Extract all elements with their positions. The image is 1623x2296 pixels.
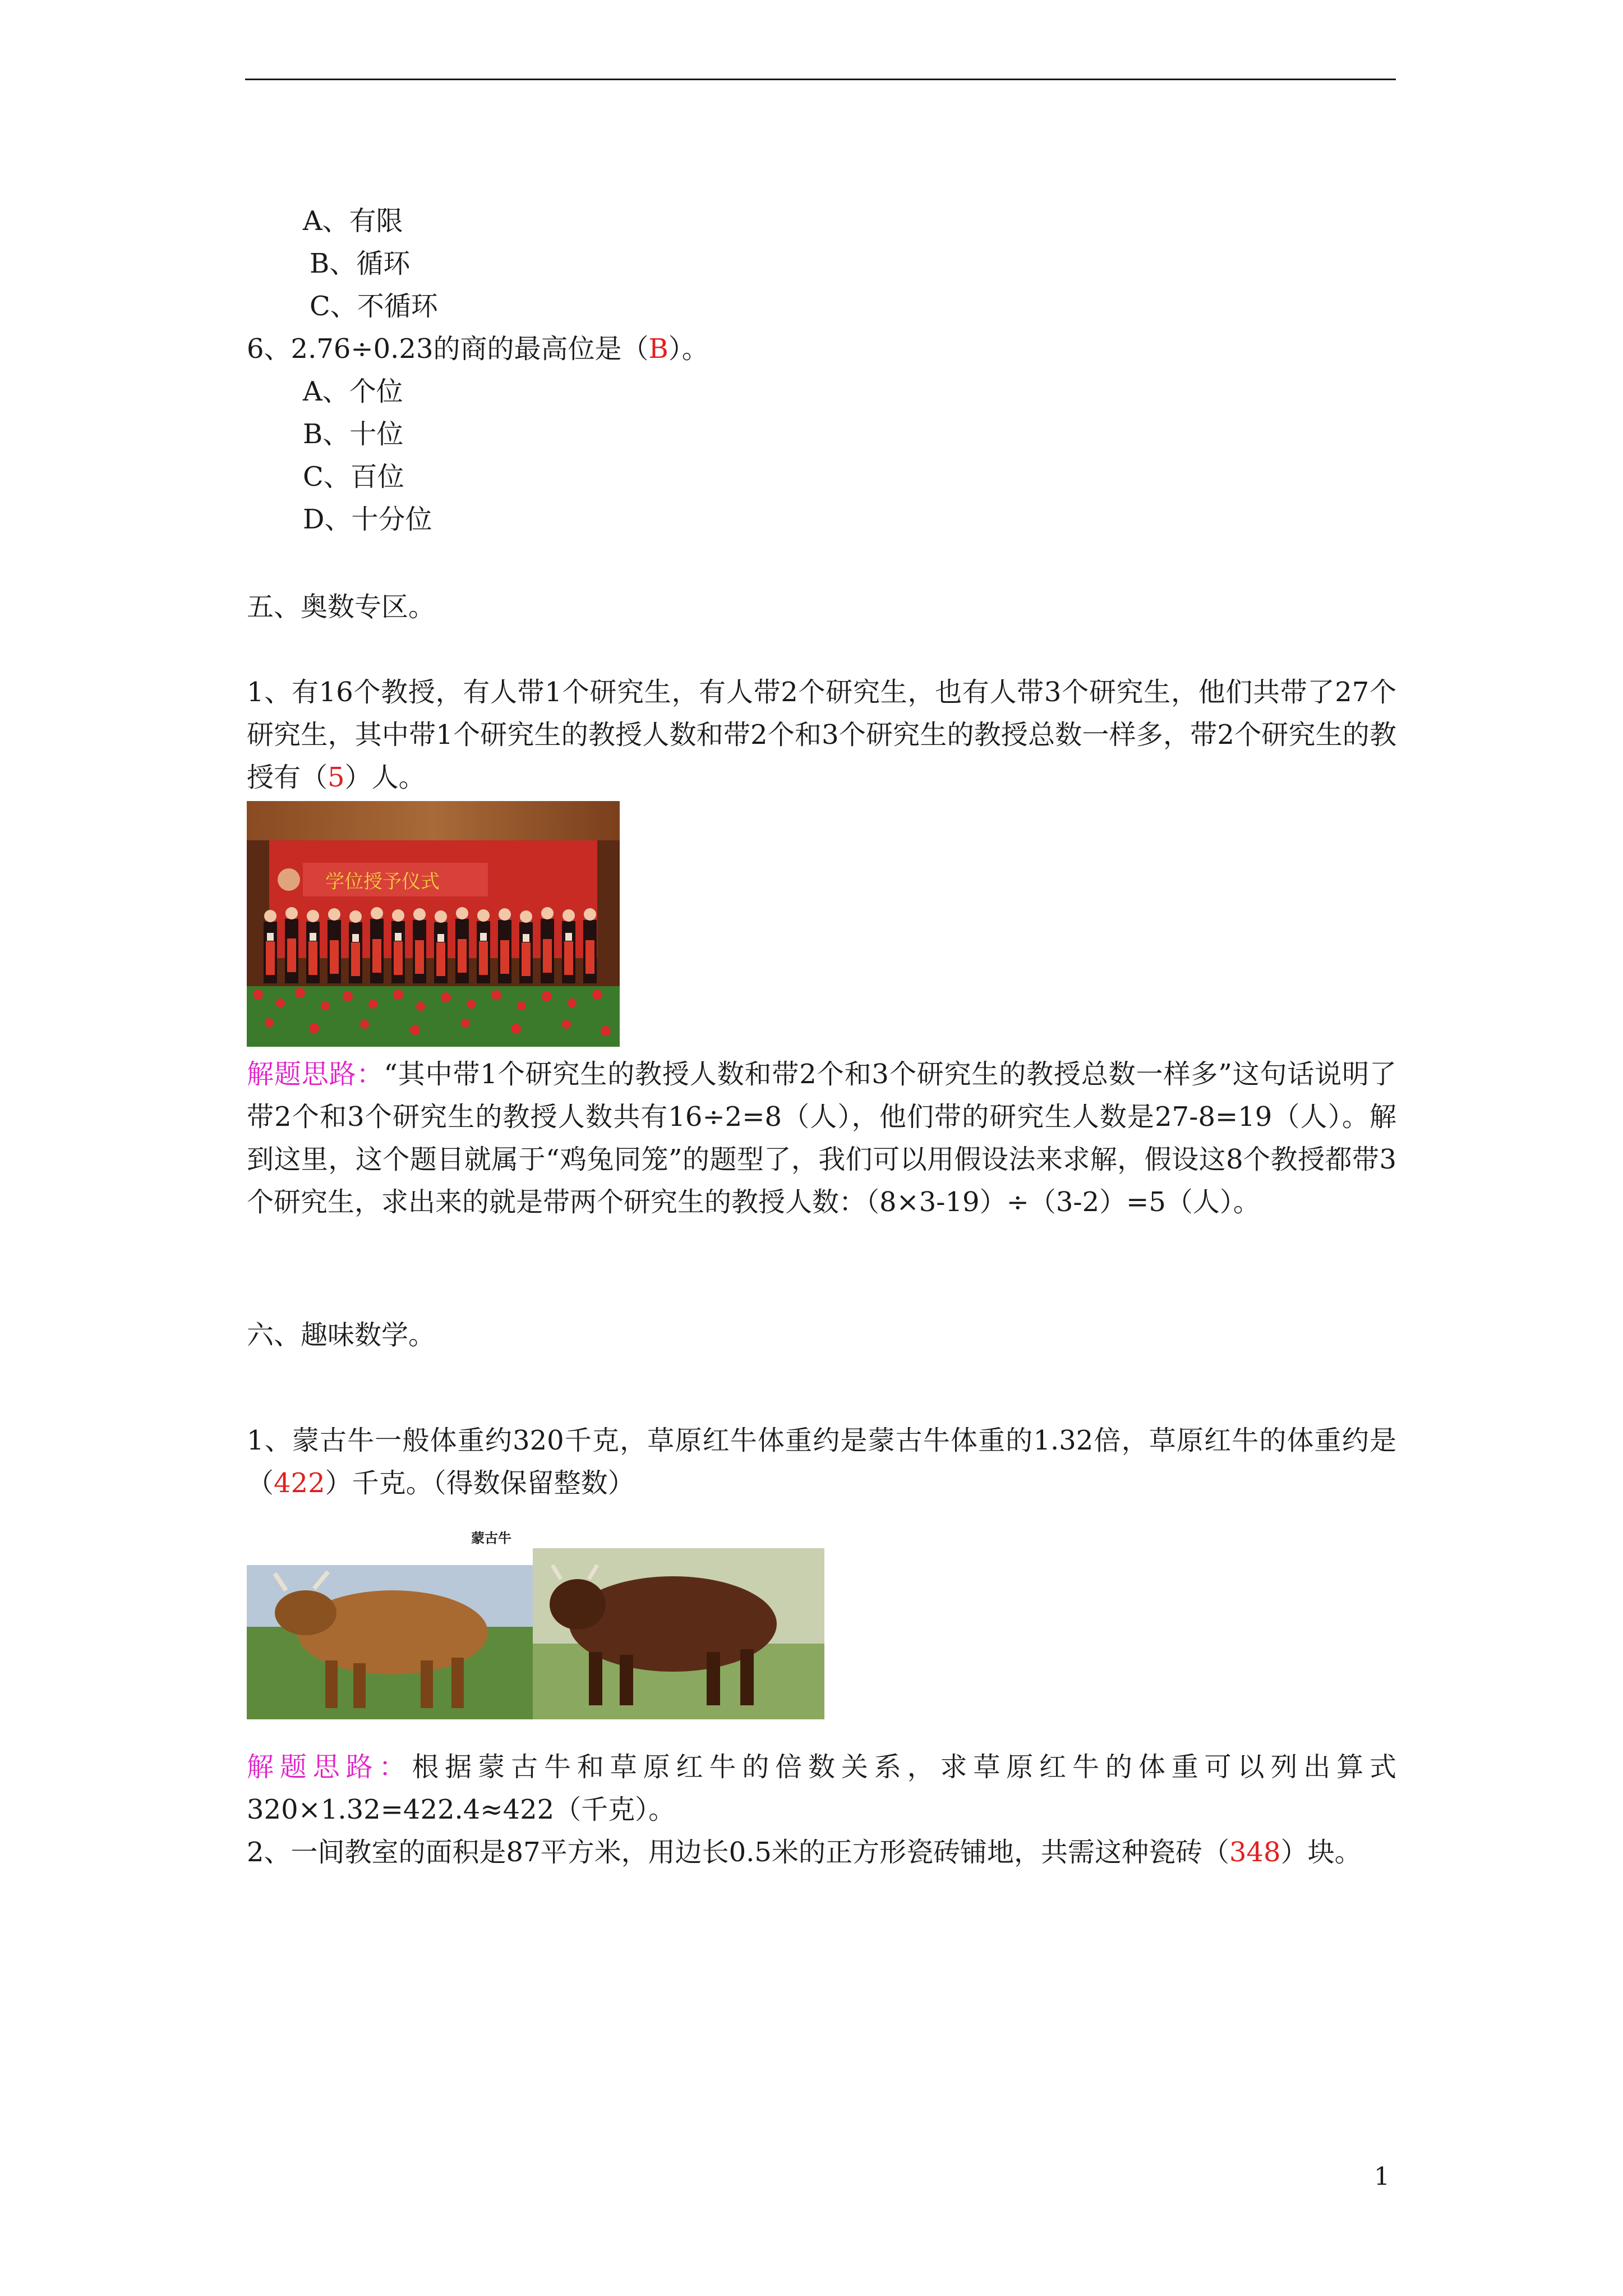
section-6-question-2: 2、一间教室的面积是87平方米，用边长0.5米的正方形瓷砖铺地，共需这种瓷砖（348）块。 [247, 1837, 1362, 1868]
answer-q6: B [648, 333, 668, 365]
answer-s5-q1: 5 [328, 762, 345, 793]
option-c-prev: C、不循环 [310, 291, 438, 322]
answer-s6-q1: 422 [274, 1467, 325, 1499]
q6-option-a: A、个位 [303, 376, 403, 407]
hint-label-s5: 解题思路： [247, 1059, 384, 1090]
ceremony-photo [247, 801, 620, 1047]
cattle-caption: 蒙古牛 [471, 1530, 511, 1546]
q6-option-c: C、百位 [303, 461, 404, 493]
ceremony-banner-text: 学位授予仪式 [325, 871, 440, 893]
section-6-question-1: 1、蒙古牛一般体重约320千克，草原红牛体重约是蒙古牛体重的1.32倍，草原红牛的体重约是（422）千克。（得数保留整数） [247, 1425, 1396, 1499]
section-6-hint: 解题思路：根据蒙古牛和草原红牛的倍数关系，求草原红牛的体重可以列出算式320×1.32=422.4≈422（千克）。 [247, 1751, 1396, 1825]
section-5-question-1: 1、有16个教授，有人带1个研究生，有人带2个研究生，也有人带3个研究生，他们共带了27个研究生，其中带1个研究生的教授人数和带2个和3个研究生的教授总数一样多，带2个研究生的教授有（5）人。 [247, 677, 1396, 793]
cattle-photo [247, 1526, 824, 1719]
header-rule [245, 79, 1396, 80]
q6-option-d: D、十分位 [303, 504, 432, 535]
hint-label-s6: 解题思路： [247, 1751, 412, 1783]
option-b-prev: B、循环 [310, 248, 411, 279]
q6-option-b: B、十位 [303, 418, 404, 450]
page-number: 1 [1374, 2162, 1390, 2191]
section-6-title: 六、趣味数学。 [247, 1319, 436, 1351]
answer-s6-q2: 348 [1229, 1837, 1281, 1868]
section-5-hint: 解题思路：“其中带1个研究生的教授人数和带2个和3个研究生的教授总数一样多”这句话说明了带2个和3个研究生的教授人数共有16÷2=8（人），他们带的研究生人数是27-8=19（人）。解到这里，这个题目就属于“鸡兔同笼”的题型了，我们可以用假设法来求解，假设这8个教授都带3个研究生，求出来的就是带两个研究生的教授人数：（8×3-19）÷（3-2）=5（人）。 [247, 1059, 1396, 1218]
question-6: 6、2.76÷0.23的商的最高位是（B）。 [247, 333, 709, 365]
section-5-title: 五、奥数专区。 [247, 591, 436, 623]
option-a-prev: A、有限 [303, 205, 403, 237]
